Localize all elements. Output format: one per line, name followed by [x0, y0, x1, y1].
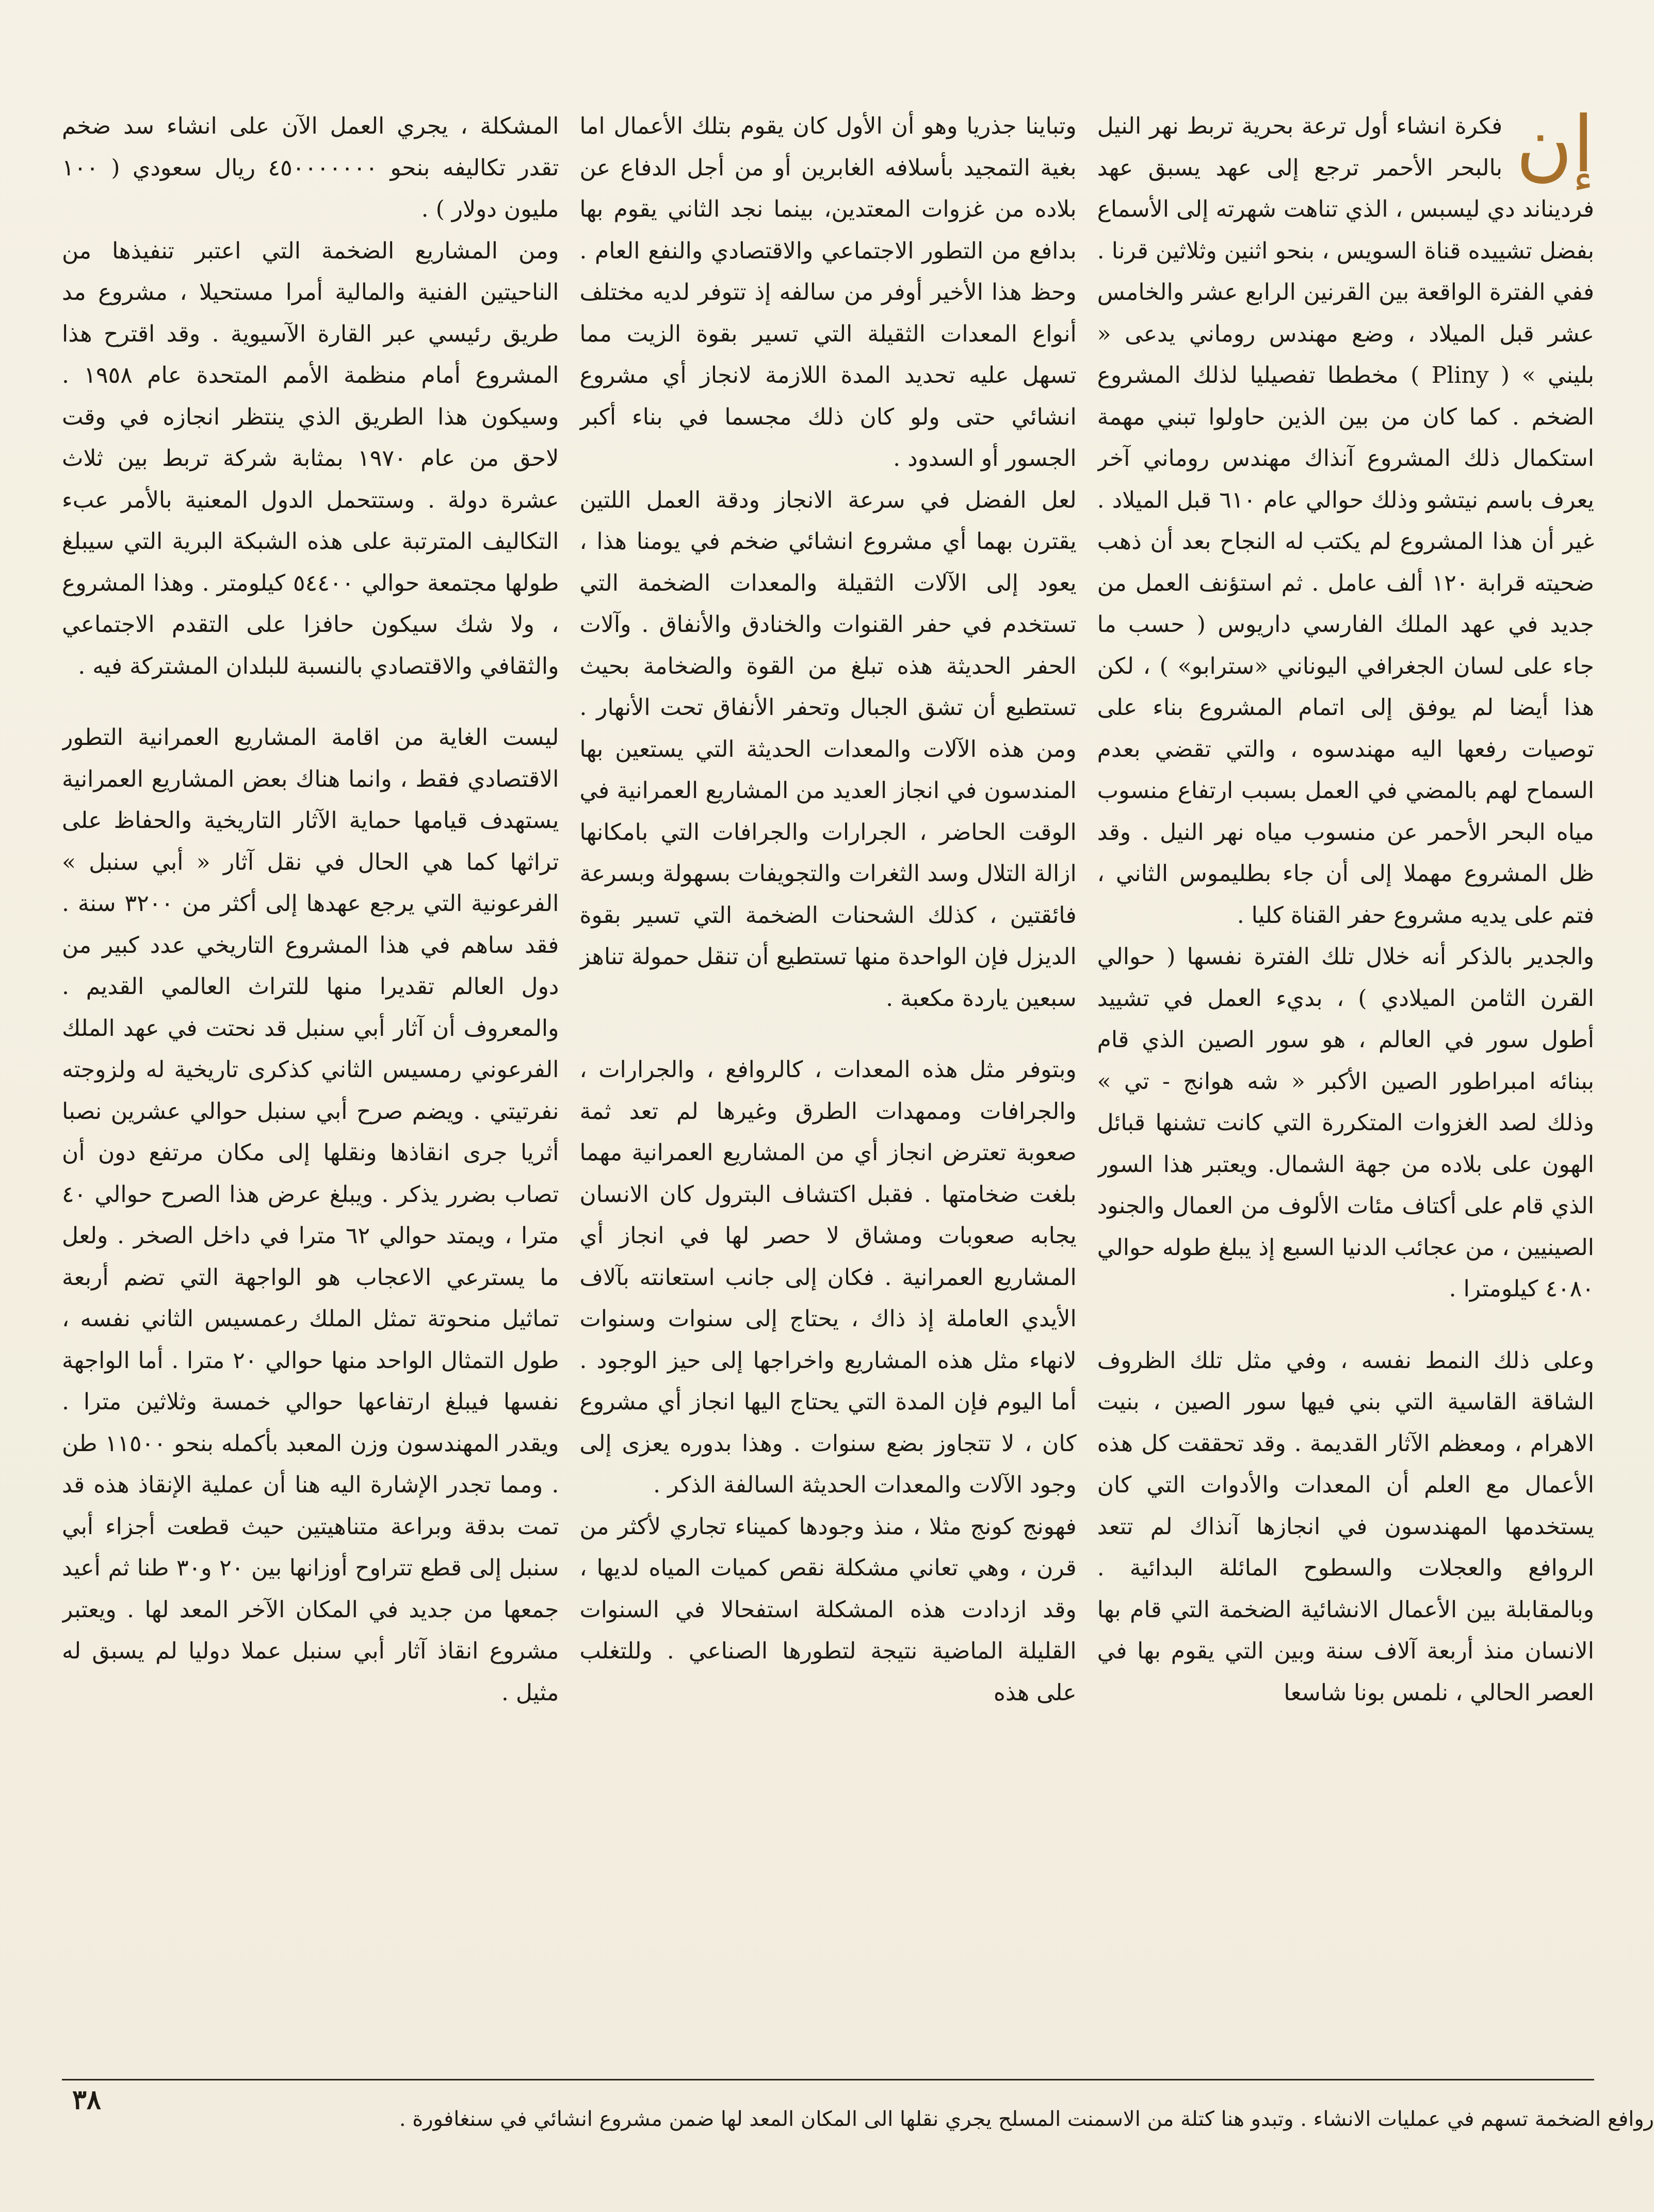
- footer-divider: [62, 2079, 1594, 2080]
- paragraph: وعلى ذلك النمط نفسه ، وفي مثل تلك الظروف الشاقة القاسية التي بني فيها سور الصين ، بنيت الاهرام ، ومعظم الآثار القديمة . وقد تحققت كل هذه الأعمال مع العلم أن المعدات والأدوات التي كان يستخدمها المهندسون في انجازها آنذاك لم تتعد الروافع والعجلات والسطوح المائلة البدائية . وبالمقابلة بين الأعمال الانشائية الضخمة التي قام بها الانسان منذ أربعة آلاف سنة وبين التي يقوم بها في العصر الحالي ، نلمس بونا شاسعا: [1097, 1347, 1594, 1706]
- paragraph: وبتوفر مثل هذه المعدات ، كالروافع ، والجرارات ، والجرافات وممهدات الطرق وغيرها لم تعد ثمة صعوبة تعترض انجاز أي من المشاريع العمرانية مهما بلغت ضخامتها . فقبل اكتشاف البترول كان الانسان يجابه صعوبات ومشاق لا حصر لها في انجاز أي المشاريع العمرانية . فكان إلى جانب استعانته بآلاف الأيدي العاملة إذ ذاك ، يحتاج إلى سنوات وسنوات لانهاء مثل هذه المشاريع واخراجها إلى حيز الوجود . أما اليوم فإن المدة التي يحتاج اليها انجاز أي مشروع كان ، لا تتجاوز بضع سنوات . وهذا بدوره يعزى إلى وجود الآلات والمعدات الحديثة السالفة الذكر .: [579, 1056, 1077, 1498]
- paragraph: ومن المشاريع الضخمة التي اعتبر تنفيذها من الناحيتين الفنية والمالية أمرا مستحيلا ، مشروع مد طريق رئيسي عبر القارة الآسيوية . وقد اقترح هذا المشروع أمام منظمة الأمم المتحدة عام ١٩٥٨ . وسيكون هذا الطريق الذي ينتظر انجازه في وقت لاحق من عام ١٩٧٠ بمثابة شركة تربط بين ثلاث عشرة دولة . وستتحمل الدول المعنية بالأمر عبء التكاليف المترتبة على هذه الشبكة البرية التي سيبلغ طولها مجتمعة حوالي ٥٤٤٠٠ كيلومتر . وهذا المشروع ، ولا شك سيكون حافزا على التقدم الاجتماعي والثقافي والاقتصادي بالنسبة للبلدان المشتركة فيه .: [62, 237, 559, 679]
- page-number: ٣٨: [72, 2084, 101, 2116]
- paragraph: فكرة انشاء أول ترعة بحرية تربط نهر النيل بالبحر الأحمر ترجع إلى عهد يسبق عهد فرديناند دي ليسبس ، الذي تناهت شهرته إلى الأسماع بفضل تشييده قناة السويس ، بنحو اثنين وثلاثين قرنا . ففي الفترة الواقعة بين القرنين الرابع عشر والخامس عشر قبل الميلاد ، وضع مهندس روماني يدعى « بليني » ( Pliny ) مخططا تفصيليا لذلك المشروع الضخم . كما كان من بين الذين حاولوا تبني مهمة استكمال ذلك المشروع آنذاك مهندس روماني آخر يعرف باسم نيتشو وذلك حوالي عام ٦١٠ قبل الميلاد . غير أن هذا المشروع لم يكتب له النجاح بعد أن ذهب ضحيته قرابة ١٢٠ ألف عامل . ثم استؤنف العمل من جديد في عهد الملك الفارسي داريوس ( حسب ما جاء على لسان الجغرافي اليوناني «سترابو» ) ، لكن هذا أيضا لم يوفق إلى اتمام المشروع بناء على توصيات رفعها اليه مهندسوه ، والتي تقضي بعدم السماح لهم بالمضي في العمل بسبب ارتفاع منسوب مياه البحر الأحمر عن منسوب مياه نهر النيل . وقد ظل المشروع مهملا إلى أن جاء بطليموس الثاني ، فتم على يديه مشروع حفر القناة كليا .: [1097, 113, 1594, 929]
- article-column-right: [1097, 106, 1594, 2056]
- article-column-middle: [579, 106, 1076, 2056]
- article-body: [62, 106, 1594, 2056]
- paragraph: والجدير بالذكر أنه خلال تلك الفترة نفسها ( حوالي القرن الثامن الميلادي ) ، بديء العمل في تشييد أطول سور في العالم ، هو سور الصين الذي قام ببنائه امبراطور الصين الأكبر « شه هوانج - تي » وذلك لصد الغزوات المتكررة التي كانت تشنها قبائل الهون على بلاده من جهة الشمال. ويعتبر هذا السور الذي قام على أكتاف مئات الألوف من العمال والجنود الصينيين ، من عجائب الدنيا السبع إذ يبلغ طوله حوالي ٤٠٨٠ كيلومترا .: [1097, 944, 1594, 1302]
- paragraph: فهونج كونج مثلا ، منذ وجودها كميناء تجاري لأكثر من قرن ، وهي تعاني مشكلة نقص كميات المياه لديها ، وقد ازدادت هذه المشكلة استفحالا في السنوات القليلة الماضية نتيجة لتطورها الصناعي . وللتغلب على هذه: [579, 1513, 1077, 1706]
- photo-caption: روافع الضخمة تسهم في عمليات الانشاء . وتبدو هنا كتلة من الاسمنت المسلح يجري نقلها الى المكان المعد لها ضمن مشروع انشائي في سنغافورة .: [399, 2107, 1654, 2131]
- paragraph: المشكلة ، يجري العمل الآن على انشاء سد ضخم تقدر تكاليفه بنحو ٤٥٠٠٠٠٠٠٠ ريال سعودي ( ١٠٠ مليون دولار ) .: [62, 113, 559, 222]
- drop-cap: إن: [1516, 106, 1594, 190]
- paragraph: ليست الغاية من اقامة المشاريع العمرانية التطور الاقتصادي فقط ، وانما هناك بعض المشاريع العمرانية يستهدف قيامها حماية الآثار التاريخية والحفاظ على تراثها كما هي الحال في نقل آثار « أبي سنبل » الفرعونية التي يرجع عهدها إلى أكثر من ٣٢٠٠ سنة . فقد ساهم في هذا المشروع التاريخي عدد كبير من دول العالم تقديرا منها للتراث العالمي القديم . والمعروف أن آثار أبي سنبل قد نحتت في عهد الملك الفرعوني رمسيس الثاني كذكرى تاريخية له ولزوجته نفرتيتي . ويضم صرح أبي سنبل حوالي عشرين نصبا أثريا جرى انقاذها ونقلها إلى مكان مرتفع دون أن تصاب بضرر يذكر . ويبلغ عرض هذا الصرح حوالي ٤٠ مترا ، ويمتد حوالي ٦٢ مترا في داخل الصخر . ولعل ما يسترعي الاعجاب هو الواجهة التي تضم أربعة تماثيل منحوتة تمثل الملك رعمسيس الثاني نفسه ، طول التمثال الواحد منها حوالي ٢٠ مترا . أما الواجهة نفسها فيبلغ ارتفاعها حوالي خمسة وثلاثين مترا . ويقدر المهندسون وزن المعبد بأكمله بنحو ١١٥٠٠ طن . ومما تجدر الإشارة اليه هنا أن عملية الإنقاذ هذه قد تمت بدقة وبراعة متناهيتين حيث قطعت أجزاء أبي سنبل إلى قطع تتراوح أوزانها بين ٢٠ و٣٠ طنا ثم أعيد جمعها من جديد في المكان الآخر المعد لها . ويعتبر مشروع انقاذ آثار أبي سنبل عملا دوليا لم يسبق له مثيل .: [62, 724, 559, 1706]
- article-column-left: [62, 106, 559, 2056]
- paragraph: وتباينا جذريا وهو أن الأول كان يقوم بتلك الأعمال اما بغية التمجيد بأسلافه الغابرين أو من أجل الدفاع عن بلاده من غزوات المعتدين، بينما نجد الثاني يقوم بها بدافع من التطور الاجتماعي والاقتصادي والنفع العام . وحظ هذا الأخير أوفر من سالفه إذ تتوفر لديه مختلف أنواع المعدات الثقيلة التي تسير بقوة الزيت مما تسهل عليه تحديد المدة اللازمة لانجاز أي مشروع انشائي حتى ولو كان ذلك مجسما في بناء أكبر الجسور أو السدود .: [579, 113, 1077, 471]
- paragraph: لعل الفضل في سرعة الانجاز ودقة العمل اللتين يقترن بهما أي مشروع انشائي ضخم في يومنا هذا ، يعود إلى الآلات الثقيلة والمعدات الضخمة التي تستخدم في حفر القنوات والخنادق والأنفاق . وآلات الحفر الحديثة هذه تبلغ من القوة والضخامة بحيث تستطيع أن تشق الجبال وتحفر الأنفاق تحت الأنهار . ومن هذه الآلات والمعدات الحديثة التي يستعين بها المندسون في انجاز العديد من المشاريع العمرانية في الوقت الحاضر ، الجرارات والجرافات التي بامكانها ازالة التلال وسد الثغرات والتجويفات بسهولة وبسرعة فائقتين ، كذلك الشحنات الضخمة التي تسير بقوة الديزل فإن الواحدة منها تستطيع أن تنقل حمولة تناهز سبعين ياردة مكعبة .: [579, 486, 1077, 1012]
